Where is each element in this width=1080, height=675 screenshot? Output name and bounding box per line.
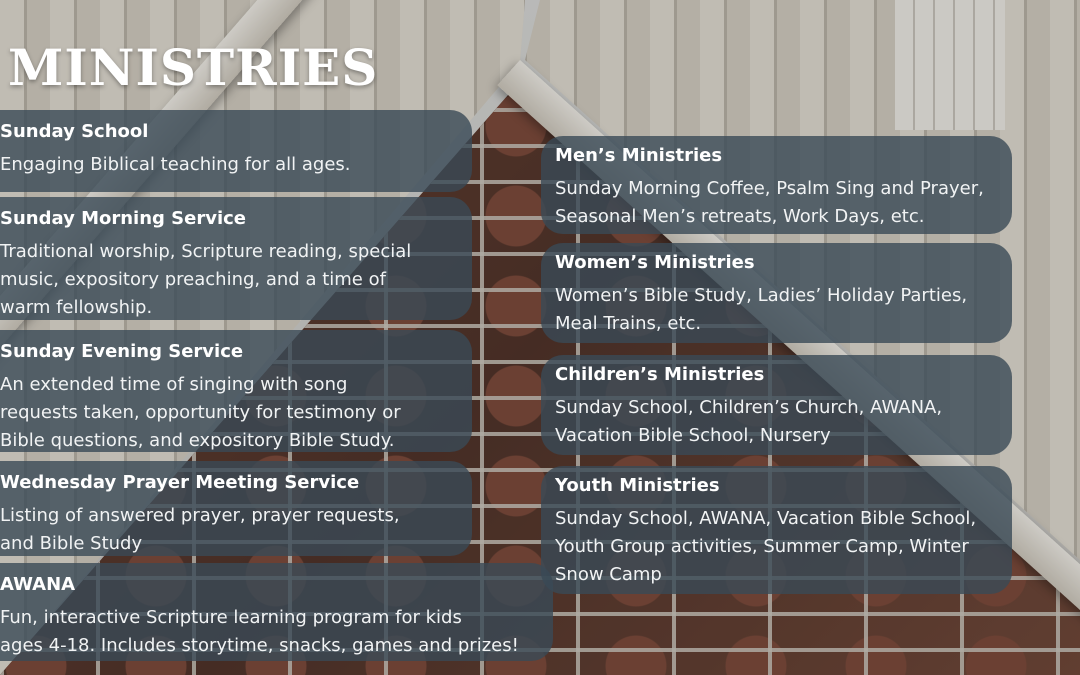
ministry-description: An extended time of singing with song requests taken, opportunity for testimony or Bible questions, and expository Bible Study. [0,374,401,451]
ministry-heading: Youth Ministries [555,475,720,496]
ministry-heading: AWANA [0,574,76,595]
ministry-card-sunday-morning [0,197,472,320]
ministry-card-sunday-school [0,110,472,192]
ministry-heading: Sunday Morning Service [0,208,247,229]
ministry-card-sunday-evening [0,330,472,452]
ministry-heading: Children’s Ministries [555,364,765,385]
ministry-description: Sunday School, Children’s Church, AWANA, Vacation Bible School, Nursery [555,397,943,446]
ministry-heading: Women’s Ministries [555,252,755,273]
ministry-description: Sunday Morning Coffee, Psalm Sing and Prayer, Seasonal Men’s retreats, Work Days, etc. [555,178,984,227]
page-title: MINISTRIES [8,38,379,97]
ministry-heading: Sunday Evening Service [0,341,244,362]
ministry-card-childrens [541,355,1012,455]
ministry-description: Women’s Bible Study, Ladies’ Holiday Parties, Meal Trains, etc. [555,285,968,334]
ministry-card-awana [0,563,553,661]
ministry-card-womens [541,243,1012,343]
ministry-card-youth [541,466,1012,594]
ministry-description: Sunday School, AWANA, Vacation Bible School, Youth Group activities, Summer Camp, Winter Snow Camp [555,508,977,585]
ministry-description: Engaging Biblical teaching for all ages. [0,154,351,175]
ministry-description: Listing of answered prayer, prayer requests, and Bible Study [0,505,400,554]
ministry-heading: Sunday School [0,121,149,142]
ministry-description: Traditional worship, Scripture reading, special music, expository preaching, and a time of warm fellowship. [0,241,412,318]
ministry-heading: Men’s Ministries [555,145,723,166]
ministry-card-mens [541,136,1012,234]
ministry-heading: Wednesday Prayer Meeting Service [0,472,360,493]
ministry-description: Fun, interactive Scripture learning program for kids ages 4-18. Includes storytime, snacks, games and prizes! [0,607,519,656]
ministry-card-wednesday-prayer [0,461,472,556]
